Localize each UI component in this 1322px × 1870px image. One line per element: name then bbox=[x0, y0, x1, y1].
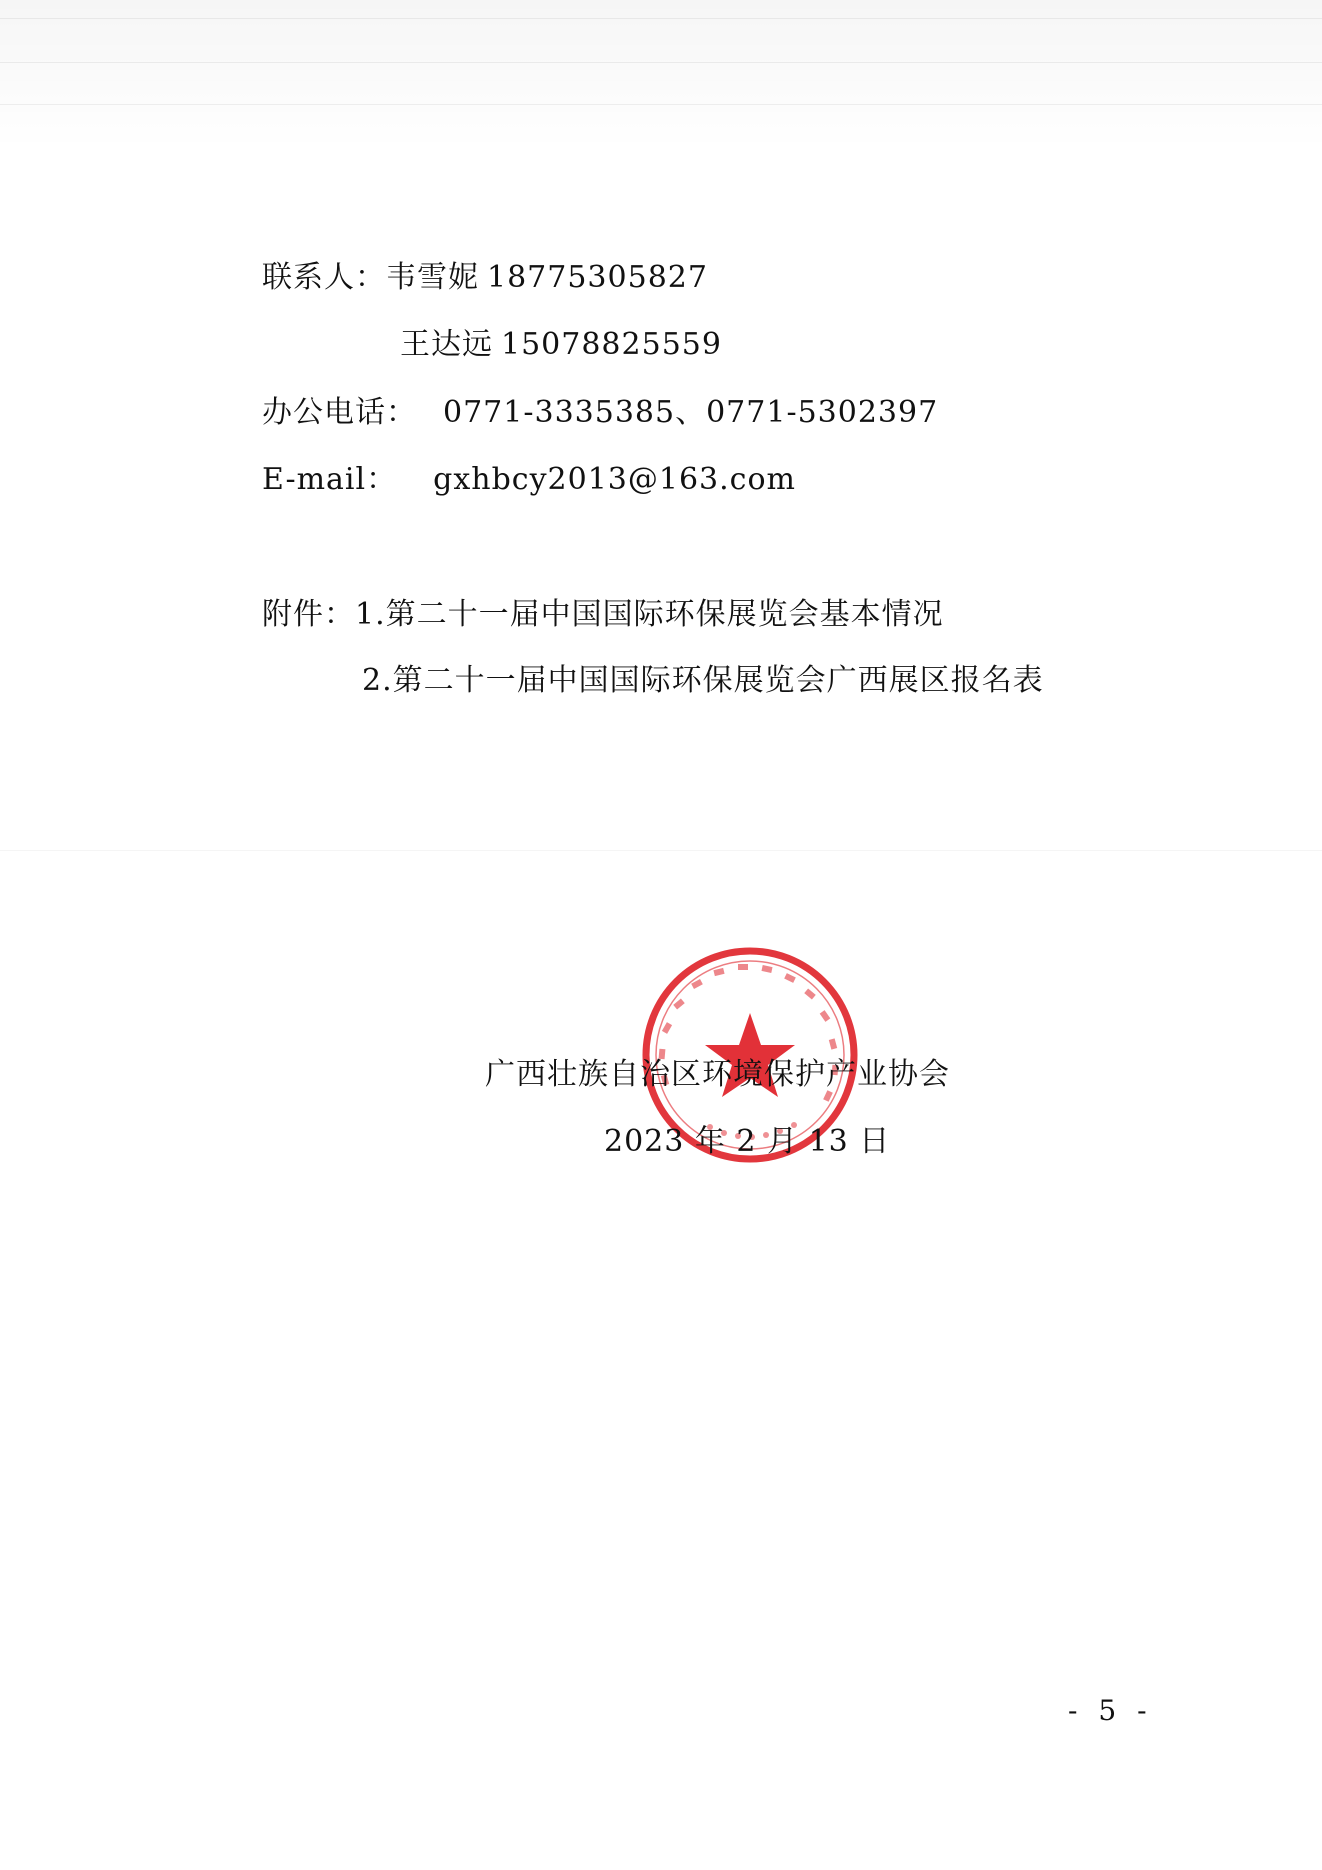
signature-date: 2023 年 2 月 13 日 bbox=[604, 1124, 891, 1159]
email-value: gxhbcy2013@163.com bbox=[433, 462, 796, 497]
email-line bbox=[262, 460, 796, 500]
contact-line-2 bbox=[400, 325, 722, 365]
scan-line bbox=[0, 104, 1322, 105]
attachments-label: 附件： bbox=[262, 597, 355, 632]
contact-phone-2: 15078825559 bbox=[501, 327, 722, 362]
scan-line bbox=[0, 850, 1322, 851]
contact-phone-1: 18775305827 bbox=[487, 260, 708, 295]
contact-name-2: 王达远 bbox=[400, 327, 493, 362]
contact-line-1 bbox=[262, 258, 708, 298]
office-phone-label: 办公电话： bbox=[262, 395, 417, 430]
email-label: E-mail： bbox=[262, 462, 398, 497]
attachment-item: 1.第二十一届中国国际环保展览会基本情况 bbox=[355, 597, 944, 632]
organization-name: 广西壮族自治区环境保护产业协会 bbox=[485, 1057, 950, 1092]
office-phone-value: 0771-3335385、0771-5302397 bbox=[443, 395, 939, 430]
contact-label: 联系人： bbox=[262, 260, 386, 295]
attachment-line-2 bbox=[362, 661, 1044, 701]
scan-line bbox=[0, 18, 1322, 19]
page-number: - 5 - bbox=[1068, 1694, 1153, 1727]
attachment-item: 2.第二十一届中国国际环保展览会广西展区报名表 bbox=[362, 663, 1044, 698]
scan-line bbox=[0, 62, 1322, 63]
scan-shadow bbox=[0, 0, 1322, 150]
attachment-line-1 bbox=[262, 595, 944, 635]
office-phone-line bbox=[262, 393, 938, 433]
contact-name-1: 韦雪妮 bbox=[386, 260, 479, 295]
